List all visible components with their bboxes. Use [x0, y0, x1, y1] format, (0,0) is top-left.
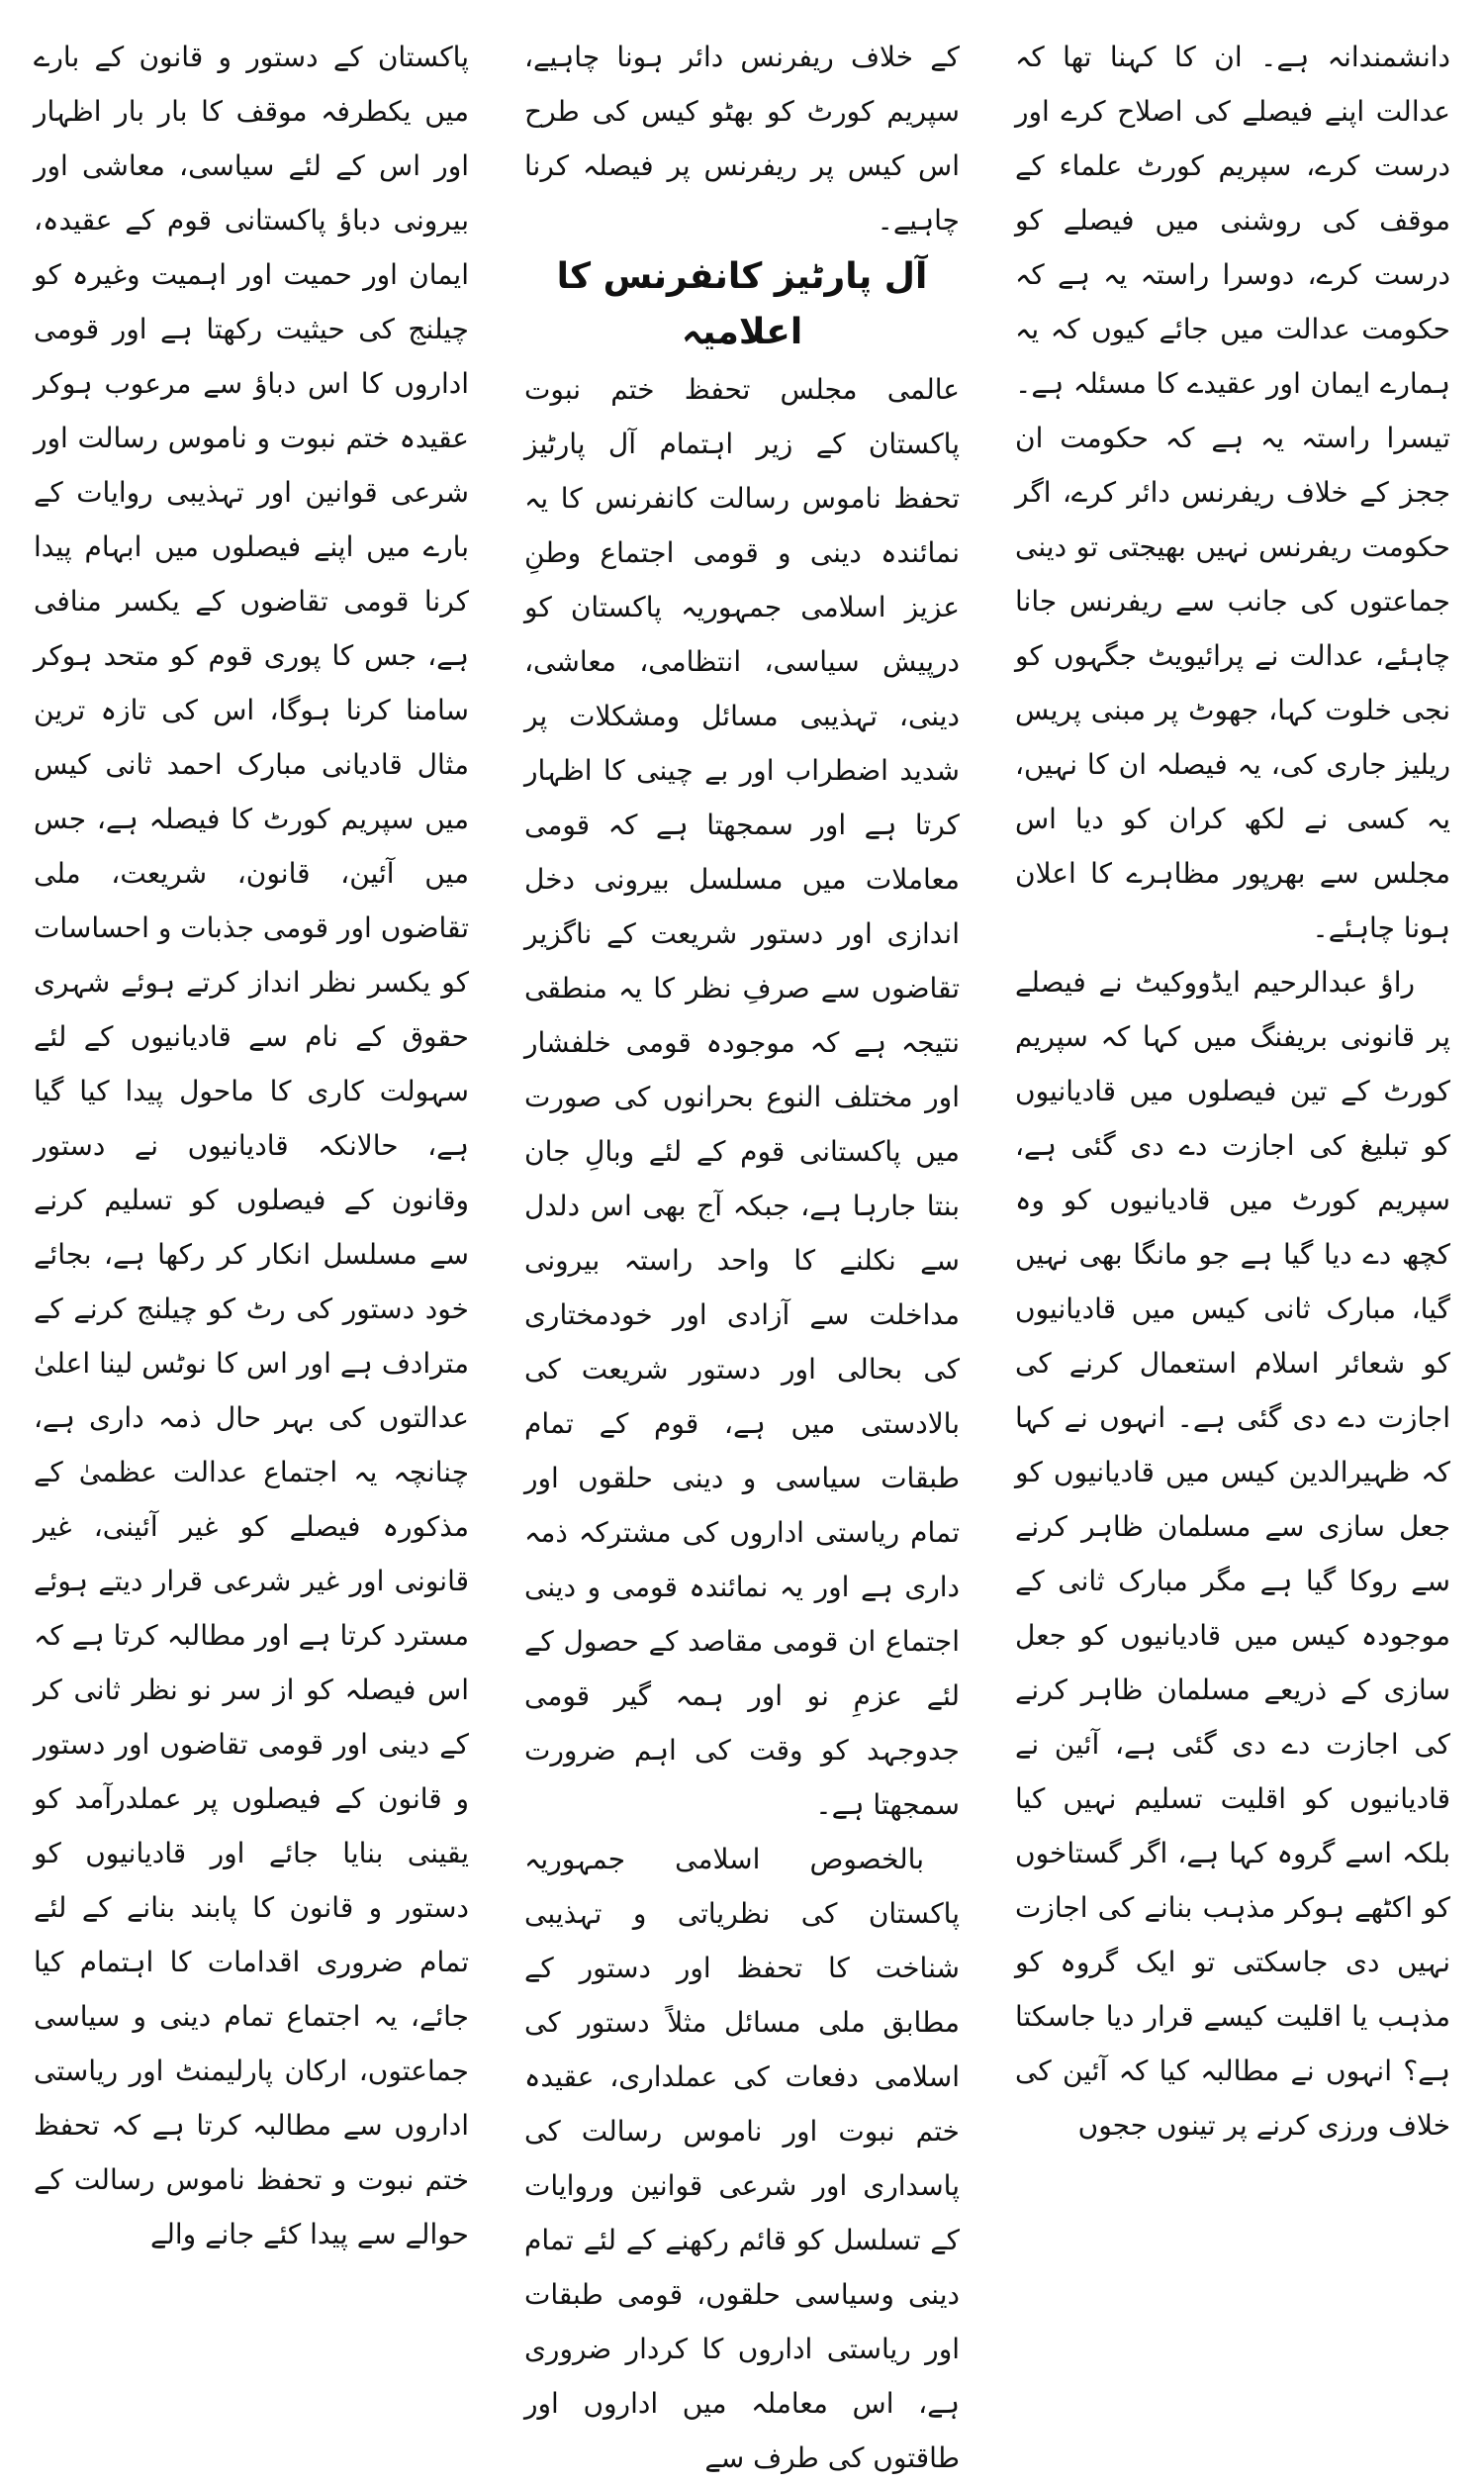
column-middle [524, 30, 960, 2474]
paragraph: راؤ عبدالرحیم ایڈووکیٹ نے فیصلے پر قانونی بریفنگ میں کہا کہ سپریم کورٹ کے تین فیصلوں میں قادیانیوں کو تبلیغ کی اجازت دے دی گئی ہے، سپریم کورٹ میں قادیانیوں کو وہ کچھ دے دیا گیا ہے جو مانگا بھی نہیں گیا، مبارک ثانی کیس میں قادیانیوں کو شعائر اسلام استعمال کرنے کی اجازت دے دی گئی ہے۔ انہوں نے کہا کہ ظہیرالدین کیس میں قادیانیوں کو جعل سازی سے مسلمان ظاہر کرنے سے روکا گیا ہے مگر مبارک ثانی کے موجودہ کیس میں قادیانیوں کو جعل سازی کے ذریعے مسلمان ظاہر کرنے کی اجازت دے دی گئی ہے، آئین نے قادیانیوں کو اقلیت تسلیم نہیں کیا بلکہ اسے گروہ کہا ہے، اگر گستاخوں کو اکٹھے ہوکر مذہب بنانے کی اجازت نہیں دی جاسکتی تو ایک گروہ کو مذہب یا اقلیت کیسے قرار دیا جاسکتا ہے؟ انہوں نے مطالبہ کیا کہ آئین کی خلاف ورزی کرنے پر تینوں ججوں [1015, 966, 1450, 2142]
section-heading: آل پارٹیز کانفرنس کا اعلامیہ [556, 256, 928, 352]
article-columns [34, 30, 1450, 2474]
paragraph: کے خلاف ریفرنس دائر ہونا چاہیے، سپریم کورٹ کو بھٹو کیس کی طرح اس کیس پر ریفرنس پر فیصلہ کرنا چاہیے۔ [524, 41, 960, 237]
paragraph: پاکستان کے دستور و قانون کے بارے میں یکطرفہ موقف کا بار بار اظہار اور اس کے لئے سیاسی، معاشی اور بیرونی دباؤ پاکستانی قوم کے عقیدہ، ایمان اور حمیت اور اہمیت وغیرہ کو چیلنج کی حیثیت رکھتا ہے اور قومی اداروں کا اس دباؤ سے مرعوب ہوکر عقیدہ ختم نبوت و ناموس رسالت اور شرعی قوانین اور تہذیبی روایات کے بارے میں اپنے فیصلوں میں ابہام پیدا کرنا قومی تقاضوں کے یکسر منافی ہے، جس کا پوری قوم کو متحد ہوکر سامنا کرنا ہوگا، اس کی تازہ ترین مثال قادیانی مبارک احمد ثانی کیس میں سپریم کورٹ کا فیصلہ ہے، جس میں آئین، قانون، شریعت، ملی تقاضوں اور قومی جذبات و احساسات کو یکسر نظر انداز کرتے ہوئے شہری حقوق کے نام سے قادیانیوں کے لئے سہولت کاری کا ماحول پیدا کیا گیا ہے، حالانکہ قادیانیوں نے دستور وقانون کے فیصلوں کو تسلیم کرنے سے مسلسل انکار کر رکھا ہے، بجائے خود دستور کی رٹ کو چیلنج کرنے کے مترادف ہے اور اس کا نوٹس لینا اعلیٰ عدالتوں کی بہر حال ذمہ داری ہے، چنانچہ یہ اجتماع عدالت عظمیٰ کے مذکورہ فیصلے کو غیر آئینی، غیر قانونی اور غیر شرعی قرار دیتے ہوئے مسترد کرتا ہے اور مطالبہ کرتا ہے کہ اس فیصلہ کو از سر نو نظر ثانی کر کے دینی اور قومی تقاضوں اور دستور و قانون کے فیصلوں پر عملدرآمد کو یقینی بنایا جائے اور قادیانیوں کو دستور و قانون کا پابند بنانے کے لئے تمام ضروری اقدامات کا اہتمام کیا جائے، یہ اجتماع تمام دینی و سیاسی جماعتوں، ارکان پارلیمنٹ اور ریاستی اداروں سے مطالبہ کرتا ہے کہ تحفظ ختم نبوت و تحفظ ناموس رسالت کے حوالے سے پیدا کئے جانے والے [34, 41, 469, 2250]
paragraph: عالمی مجلس تحفظ ختم نبوت پاکستان کے زیر اہتمام آل پارٹیز تحفظ ناموس رسالت کانفرنس کا یہ نمائندہ دینی و قومی اجتماع وطنِ عزیز اسلامی جمہوریہ پاکستان کو درپیش سیاسی، انتظامی، معاشی، دینی، تہذیبی مسائل ومشکلات پر شدید اضطراب اور بے چینی کا اظہار کرتا ہے اور سمجھتا ہے کہ قومی معاملات میں مسلسل بیرونی دخل اندازی اور دستور شریعت کے ناگزیر تقاضوں سے صرفِ نظر کا یہ منطقی نتیجہ ہے کہ موجودہ قومی خلفشار اور مختلف النوع بحرانوں کی صورت میں پاکستانی قوم کے لئے وبالِ جان بنتا جارہا ہے، جبکہ آج بھی اس دلدل سے نکلنے کا واحد راستہ بیرونی مداخلت سے آزادی اور خودمختاری کی بحالی اور دستور شریعت کی بالادستی میں ہے، قوم کے تمام طبقات سیاسی و دینی حلقوں اور تمام ریاستی اداروں کی مشترکہ ذمہ داری ہے اور یہ نمائندہ قومی و دینی اجتماع ان قومی مقاصد کے حصول کے لئے عزمِ نو اور ہمہ گیر قومی جدوجہد کو وقت کی اہم ضرورت سمجھتا ہے۔ [524, 373, 960, 1821]
paragraph: بالخصوص اسلامی جمہوریہ پاکستان کی نظریاتی و تہذیبی شناخت کا تحفظ اور دستور کے مطابق ملی مسائل مثلاً دستور کی اسلامی دفعات کی عملداری، عقیدہ ختم نبوت اور ناموس رسالت کی پاسداری اور شرعی قوانین وروایات کے تسلسل کو قائم رکھنے کے لئے تمام دینی وسیاسی حلقوں، قومی طبقات اور ریاستی اداروں کا کردار ضروری ہے، اس معاملہ میں اداروں اور طاقتوں کی طرف سے [524, 1843, 960, 2474]
paragraph: دانشمندانہ ہے۔ ان کا کہنا تھا کہ عدالت اپنے فیصلے کی اصلاح کرے اور درست کرے، سپریم کورٹ علماء کے موقف کی روشنی میں فیصلے کو درست کرے، دوسرا راستہ یہ ہے کہ حکومت عدالت میں جائے کیوں کہ یہ ہمارے ایمان اور عقیدے کا مسئلہ ہے۔ تیسرا راستہ یہ ہے کہ حکومت ان ججز کے خلاف ریفرنس دائر کرے، اگر حکومت ریفرنس نہیں بھیجتی تو دینی جماعتوں کی جانب سے ریفرنس جانا چاہئے، عدالت نے پرائیویٹ جگہوں کو نجی خلوت کہا، جھوٹ پر مبنی پریس ریلیز جاری کی، یہ فیصلہ ان کا نہیں، یہ کسی نے لکھ کران کو دیا اس مجلس سے بھرپور مظاہرے کا اعلان ہونا چاہئے۔ [1015, 41, 1450, 944]
column-left [34, 30, 469, 2250]
column-right [1015, 30, 1450, 2167]
